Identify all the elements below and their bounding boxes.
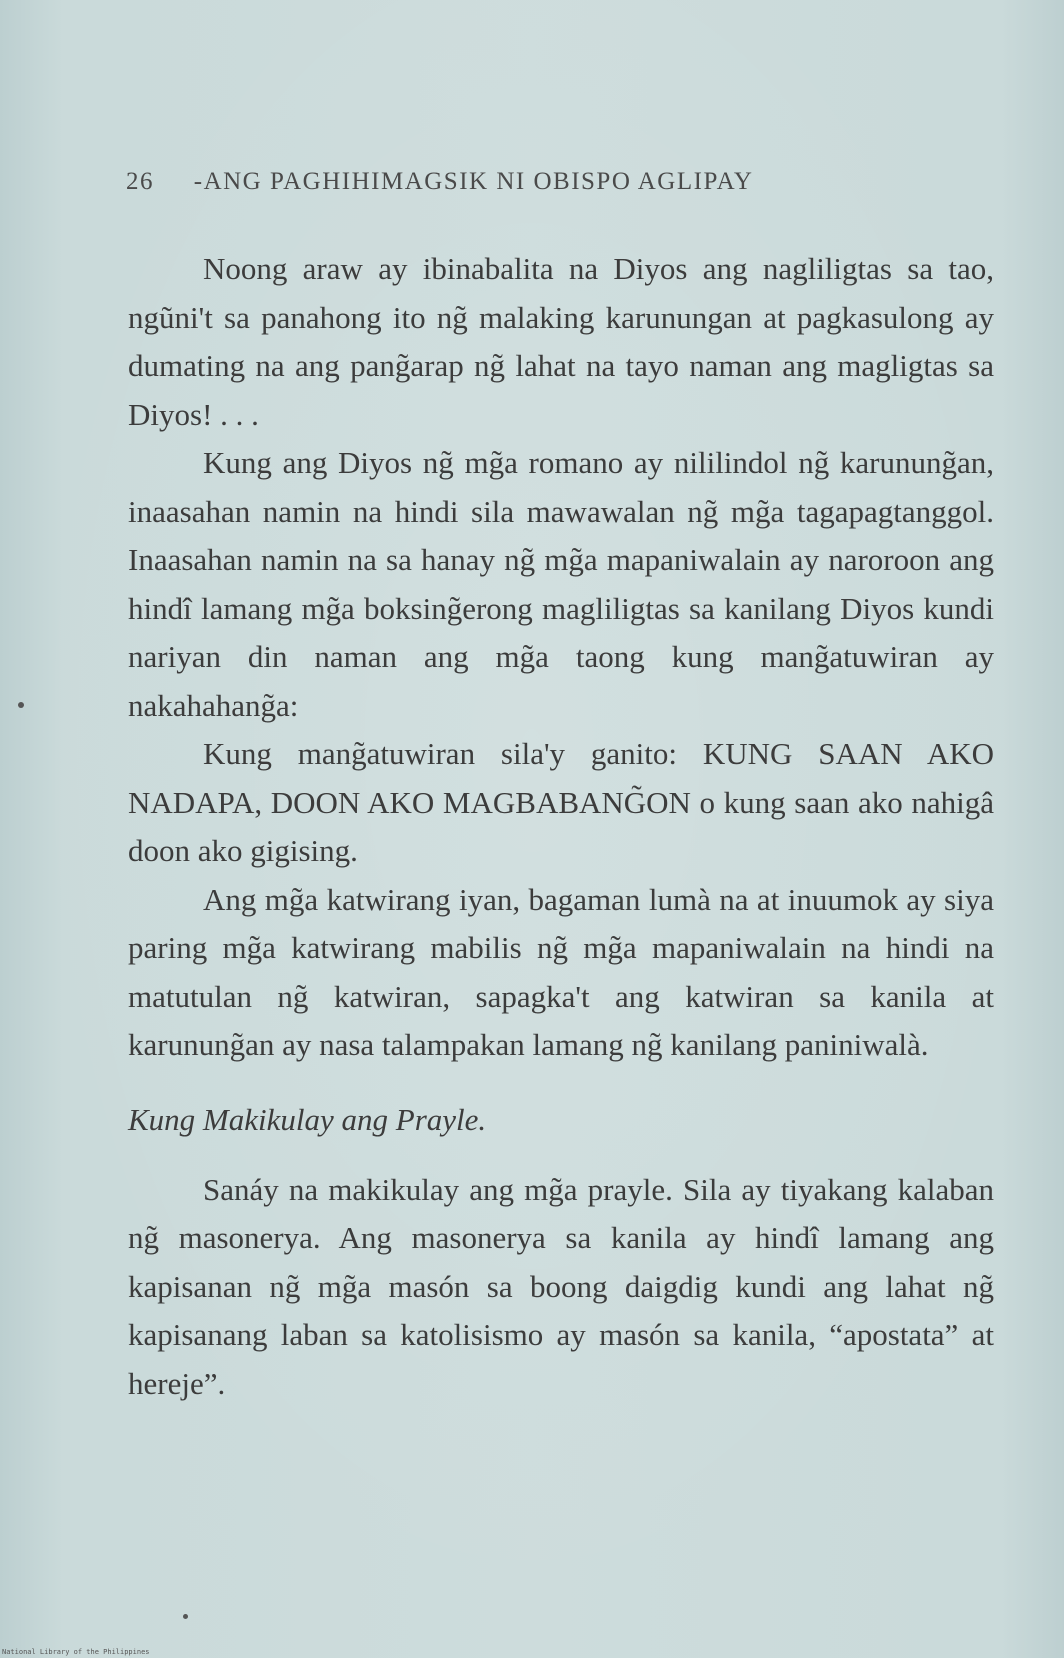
body-text: [128, 245, 994, 1408]
paragraph: Noong araw ay ibinabalita na Diyos ang nagliligtas sa tao, ngũni't sa panahong ito ng̃ malaking karunungan at pagkasulong ay dumating na ang pang̃arap ng̃ lahat na tayo naman ang magligtas sa Diyos! . . .: [128, 251, 994, 432]
paragraph: Sanáy na makikulay ang mg̃a prayle. Sila ay tiyakang kalaban ng̃ masonerya. Ang masonerya sa kanila ay hindî lamang ang kapisanan ng̃ mg̃a masón sa boong daigdig kundi ang lahat ng̃ kapisanang laban sa katolisismo ay masón sa kanila, “apostata” at hereje”.: [128, 1171, 994, 1401]
page-header: [126, 168, 926, 208]
paragraph: Kung ang Diyos ng̃ mg̃a romano ay nililindol ng̃ karunung̃an, inaasahan namin na hindi sila mawawalan ng̃ mg̃a tagapagtanggol. Inaasahan namin na sa hanay ng̃ mg̃a mapaniwalain ay naroroon ang hindî lamang mg̃a boksing̃erong magliligtas sa kanilang Diyos kundi nariyan din naman ang mg̃a taong kung mang̃atuwiran ay nakahahang̃a:: [128, 445, 994, 723]
library-credit: National Library of the Philippines: [2, 1648, 150, 1656]
paragraph: Ang mg̃a katwirang iyan, bagaman lumà na at inuumok ay siya paring mg̃a katwirang mabilis ng̃ mg̃a mapaniwalain na hindi na matutulan ng̃ katwiran, sapagka't ang katwiran sa kanila at karunung̃an ay nasa talampakan lamang ng̃ kanilang paniniwalà.: [128, 881, 994, 1062]
ink-speck: [18, 702, 24, 708]
running-title: -ANG PAGHIHIMAGSIK NI OBISPO AGLIPAY: [193, 168, 754, 195]
ink-speck: [183, 1614, 188, 1619]
section-heading: Kung Makikulay ang Prayle.: [128, 1101, 487, 1137]
page-number: 26: [126, 168, 154, 195]
paragraph: Kung mang̃atuwiran sila'y ganito: KUNG SAAN AKO NADAPA, DOON AKO MAGBABANG̃ON o kung saan ako nahigâ doon ako gigising.: [128, 736, 994, 868]
